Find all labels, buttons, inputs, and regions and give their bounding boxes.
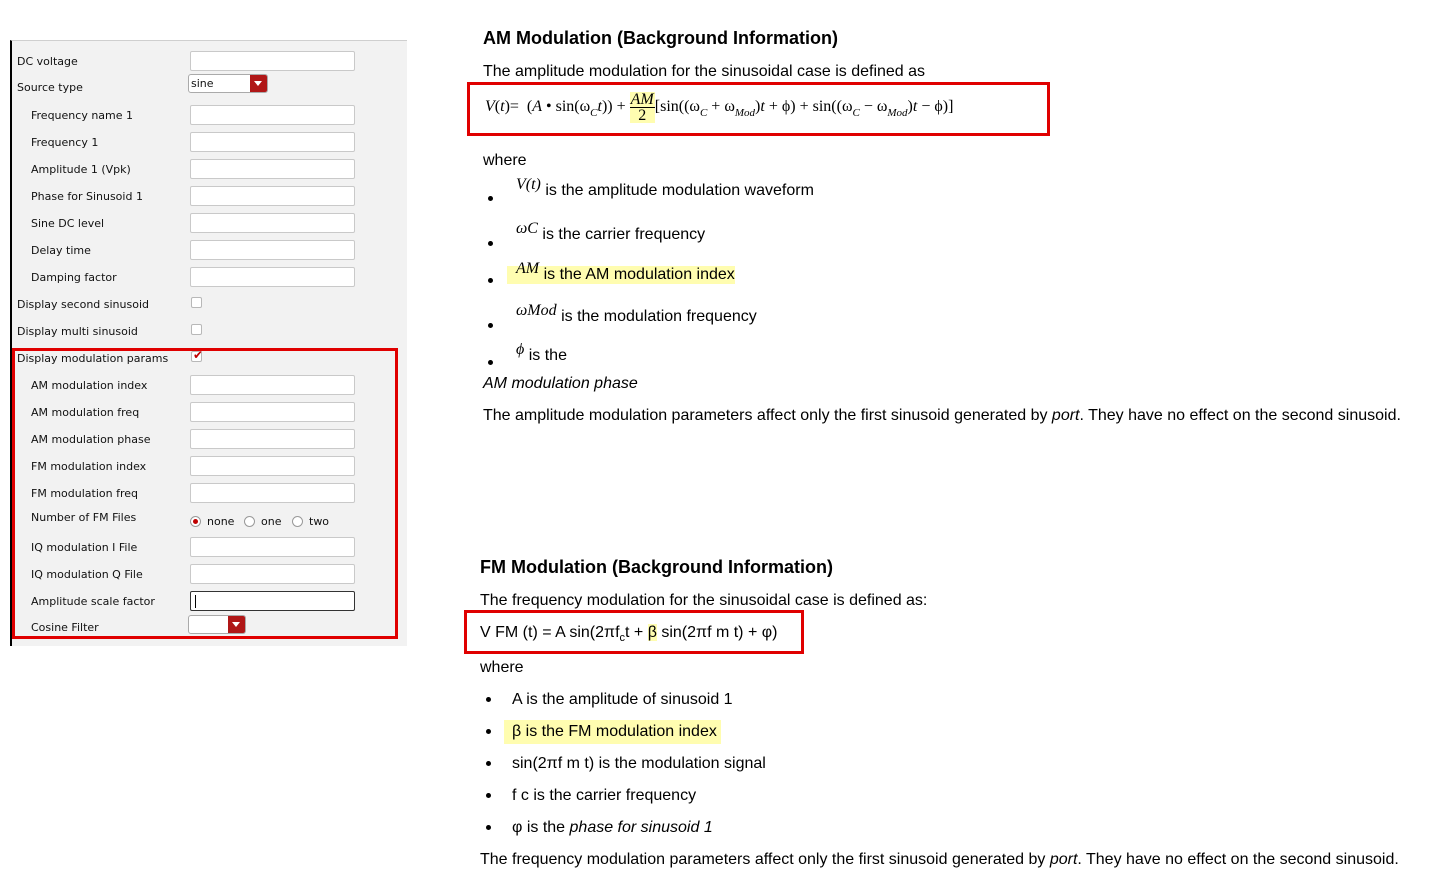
am-bullet-symbol: ϕ <box>516 341 525 358</box>
sine-dc-level-input[interactable] <box>190 213 355 233</box>
am-note <box>483 407 1401 425</box>
am-bullet-carrier <box>516 220 706 244</box>
bullet-icon <box>488 360 493 365</box>
fm-bullet-signal: sin(2πf m t) is the modulation signal <box>512 755 766 772</box>
am-bullet-phase <box>516 341 567 365</box>
delay-time-input[interactable] <box>190 240 355 260</box>
am-bullet-text: is the <box>528 347 567 364</box>
source-type-select[interactable] <box>188 74 268 93</box>
am-formula: V(t)= (A • $\sin(\omega_Ct)$) + $\frac{AM}{2}$ $[\sin((\omega_C + \omega_{Mod})t + \phi) + \sin((\omega_C - \omega_{Mod})t - \phi)]$ <box>485 91 954 124</box>
field-label: DC voltage <box>17 55 78 68</box>
chevron-down-icon[interactable] <box>250 75 267 92</box>
display-second-sinusoid-checkbox[interactable] <box>191 297 202 308</box>
fm-section-title: FM Modulation (Background Information) <box>480 557 833 577</box>
fm-formula: V FM (t) = A $\sin(2\pi f_ct + \beta$ sin(2πf m t) + φ) <box>480 624 778 644</box>
field-label: Amplitude 1 (Vpk) <box>31 163 131 176</box>
fm-bullet-carrier: f c is the carrier frequency <box>512 787 697 804</box>
field-label: Cosine Filter <box>31 621 99 634</box>
am-bullet-text: is the modulation frequency <box>561 308 757 325</box>
bullet-icon <box>486 697 491 702</box>
checkmark-icon: ✔ <box>193 348 204 362</box>
field-label: Display modulation params <box>17 352 169 365</box>
am-where: where <box>483 152 527 169</box>
am-bullet-symbol: ωC <box>516 220 538 237</box>
amplitude-1-input[interactable] <box>190 159 355 179</box>
am-note-port: port <box>1051 407 1080 424</box>
field-label: Display multi sinusoid <box>17 325 138 338</box>
am-bullet-text: is the AM modulation index <box>543 266 735 283</box>
bullet-icon <box>488 323 493 328</box>
fm-bullet-amplitude: A is the amplitude of sinusoid 1 <box>512 691 733 708</box>
am-bullet-text: is the carrier frequency <box>542 226 706 243</box>
field-label: Damping factor <box>31 271 117 284</box>
am-bullet-vt <box>516 176 814 200</box>
radio-label: two <box>309 515 330 528</box>
modulation-params-callout <box>12 348 398 639</box>
field-label: IQ modulation Q File <box>31 568 143 581</box>
am-bullet-symbol: V(t) <box>516 176 541 193</box>
am-bullet-index <box>507 260 735 284</box>
row-frequency-name-1 <box>12 102 402 129</box>
bullet-icon <box>488 278 493 283</box>
am-note-text-end: . They have no effect on the second sinusoid. <box>1079 407 1401 424</box>
fm-note-port: port <box>1049 851 1078 868</box>
fm-bullet-index: β is the FM modulation index <box>504 720 721 744</box>
row-sine-dc-level <box>12 210 402 237</box>
fm-bullet-em: phase for sinusoid 1 <box>569 819 713 836</box>
radio-label: none <box>207 515 235 528</box>
row-frequency-1 <box>12 129 402 156</box>
am-bullet-symbol: AM <box>516 260 540 277</box>
select-value: sine <box>191 77 214 90</box>
fm-bullet-phase <box>512 819 713 837</box>
field-label: Delay time <box>31 244 91 257</box>
fm-note-text-end: . They have no effect on the second sinusoid. <box>1077 851 1399 868</box>
frequency-1-input[interactable] <box>190 132 355 152</box>
damping-factor-input[interactable] <box>190 267 355 287</box>
field-label: Display second sinusoid <box>17 298 149 311</box>
field-label: Source type <box>17 81 83 94</box>
field-label: FM modulation freq <box>31 487 138 500</box>
am-bullet-symbol: ωMod <box>516 302 557 319</box>
row-display-multi-sinusoid <box>12 318 402 345</box>
am-note-text: The amplitude modulation parameters affect only the first sinusoid generated by <box>483 407 1052 424</box>
display-multi-sinusoid-checkbox[interactable] <box>191 324 202 335</box>
field-label: Frequency 1 <box>31 136 99 149</box>
frequency-name-1-input[interactable] <box>190 105 355 125</box>
field-label: Frequency name 1 <box>31 109 134 122</box>
am-intro: The amplitude modulation for the sinusoidal case is defined as <box>483 63 926 80</box>
bullet-icon <box>488 196 493 201</box>
row-phase-sinusoid-1 <box>12 183 402 210</box>
row-source-type <box>12 74 402 101</box>
field-label: Number of FM Files <box>31 511 137 524</box>
fm-bullet-text: φ is the <box>512 819 570 836</box>
fm-note-text: The frequency modulation parameters affect only the first sinusoid generated by <box>480 851 1050 868</box>
bullet-icon <box>486 729 491 734</box>
am-bullet-text: is the amplitude modulation waveform <box>545 182 814 199</box>
field-label: IQ modulation I File <box>31 541 138 554</box>
row-damping-factor <box>12 264 402 291</box>
am-bullet-mod-freq <box>516 302 757 326</box>
field-label: FM modulation index <box>31 460 147 473</box>
field-label: AM modulation phase <box>31 433 151 446</box>
row-delay-time <box>12 237 402 264</box>
fm-intro: The frequency modulation for the sinusoidal case is defined as: <box>480 592 928 609</box>
field-label: AM modulation index <box>31 379 148 392</box>
row-amplitude-1 <box>12 156 402 183</box>
field-label: AM modulation freq <box>31 406 140 419</box>
bullet-icon <box>488 241 493 246</box>
dc-voltage-input[interactable] <box>190 51 355 71</box>
bullet-icon <box>486 825 491 830</box>
row-display-second-sinusoid <box>12 291 402 318</box>
fm-note <box>480 851 1399 869</box>
field-label: Sine DC level <box>31 217 105 230</box>
row-dc-voltage <box>12 48 402 75</box>
am-phase-line: AM modulation phase <box>483 375 638 392</box>
phase-sinusoid-1-input[interactable] <box>190 186 355 206</box>
field-label: Phase for Sinusoid 1 <box>31 190 143 203</box>
am-section-title: AM Modulation (Background Information) <box>483 28 838 48</box>
field-label: Amplitude scale factor <box>31 595 155 608</box>
radio-label: one <box>261 515 282 528</box>
fm-where: where <box>480 659 524 676</box>
bullet-icon <box>486 761 491 766</box>
bullet-icon <box>486 793 491 798</box>
